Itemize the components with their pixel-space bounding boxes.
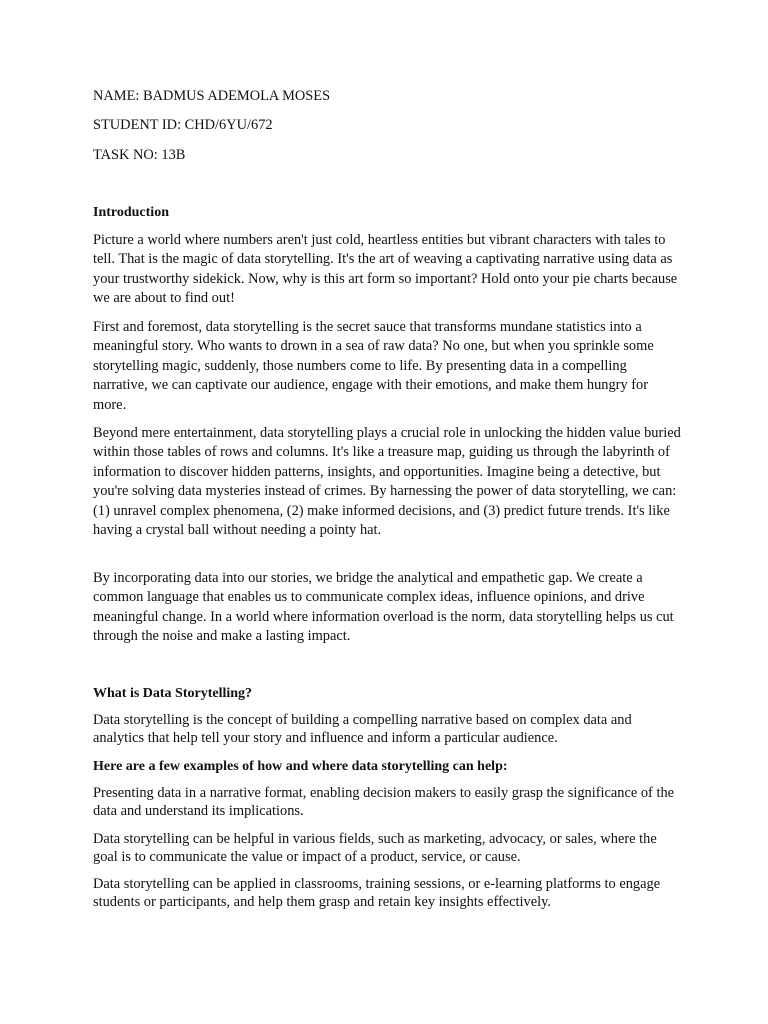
section-heading-what-is: What is Data Storytelling? <box>93 686 253 701</box>
intro-paragraph: By incorporating data into our stories, we bridge the analytical and empathetic gap. We create a common language that enables us to communicate complex ideas, influence opinions, and drive meaningful change. In a world where information overload is the norm, data storytelling helps us cut through the noise and make a lasting impact. <box>93 570 674 645</box>
definition-paragraph: Data storytelling is the concept of building a compelling narrative based on complex data and analytics that help tell your story and influence and inform a particular audience. <box>93 712 632 746</box>
examples-heading: Here are a few examples of how and where data storytelling can help: <box>93 759 508 774</box>
intro-paragraph: First and foremost, data storytelling is the secret sauce that transforms mundane statistics into a meaningful story. Who wants to drown in a sea of raw data? No one, but when you sprinkle some storytelling magic, suddenly, those numbers come to life. By presenting data in a compelling narrative, we can captivate our audience, engage with their emotions, and make them hungry for more. <box>93 319 654 413</box>
task-number: TASK NO: 13B <box>93 147 186 163</box>
example-paragraph: Presenting data in a narrative format, enabling decision makers to easily grasp the significance of the data and understand its implications. <box>93 785 675 819</box>
intro-paragraph: Beyond mere entertainment, data storytelling plays a crucial role in unlocking the hidden value buried within those tables of rows and columns. It's like a treasure map, guiding us through the labyrinth of information to discover hidden patterns, insights, and opportunities. Imagine being a detective, but you're solving data mysteries instead of crimes. By harnessing the power of data storytelling, we can: (1) unravel complex phenomena, (2) make informed decisions, and (3) predict future trends. It's like having a crystal ball without needing a pointy hat. <box>93 425 681 539</box>
student-id: STUDENT ID: CHD/6YU/672 <box>93 117 273 133</box>
student-name: NAME: BADMUS ADEMOLA MOSES <box>93 88 331 104</box>
section-heading-introduction: Introduction <box>93 205 169 220</box>
example-paragraph: Data storytelling can be helpful in various fields, such as marketing, advocacy, or sales, where the goal is to communicate the value or impact of a product, service, or cause. <box>93 831 657 865</box>
intro-paragraph: Picture a world where numbers aren't just cold, heartless entities but vibrant characters with tales to tell. That is the magic of data storytelling. It's the art of weaving a captivating narrative using data as your trustworthy sidekick. Now, why is this art form so important? Hold onto your pie charts because we are about to find out! <box>93 232 678 307</box>
example-paragraph: Data storytelling can be applied in classrooms, training sessions, or e-learning platforms to engage students or participants, and help them grasp and retain key insights effectively. <box>93 876 661 910</box>
